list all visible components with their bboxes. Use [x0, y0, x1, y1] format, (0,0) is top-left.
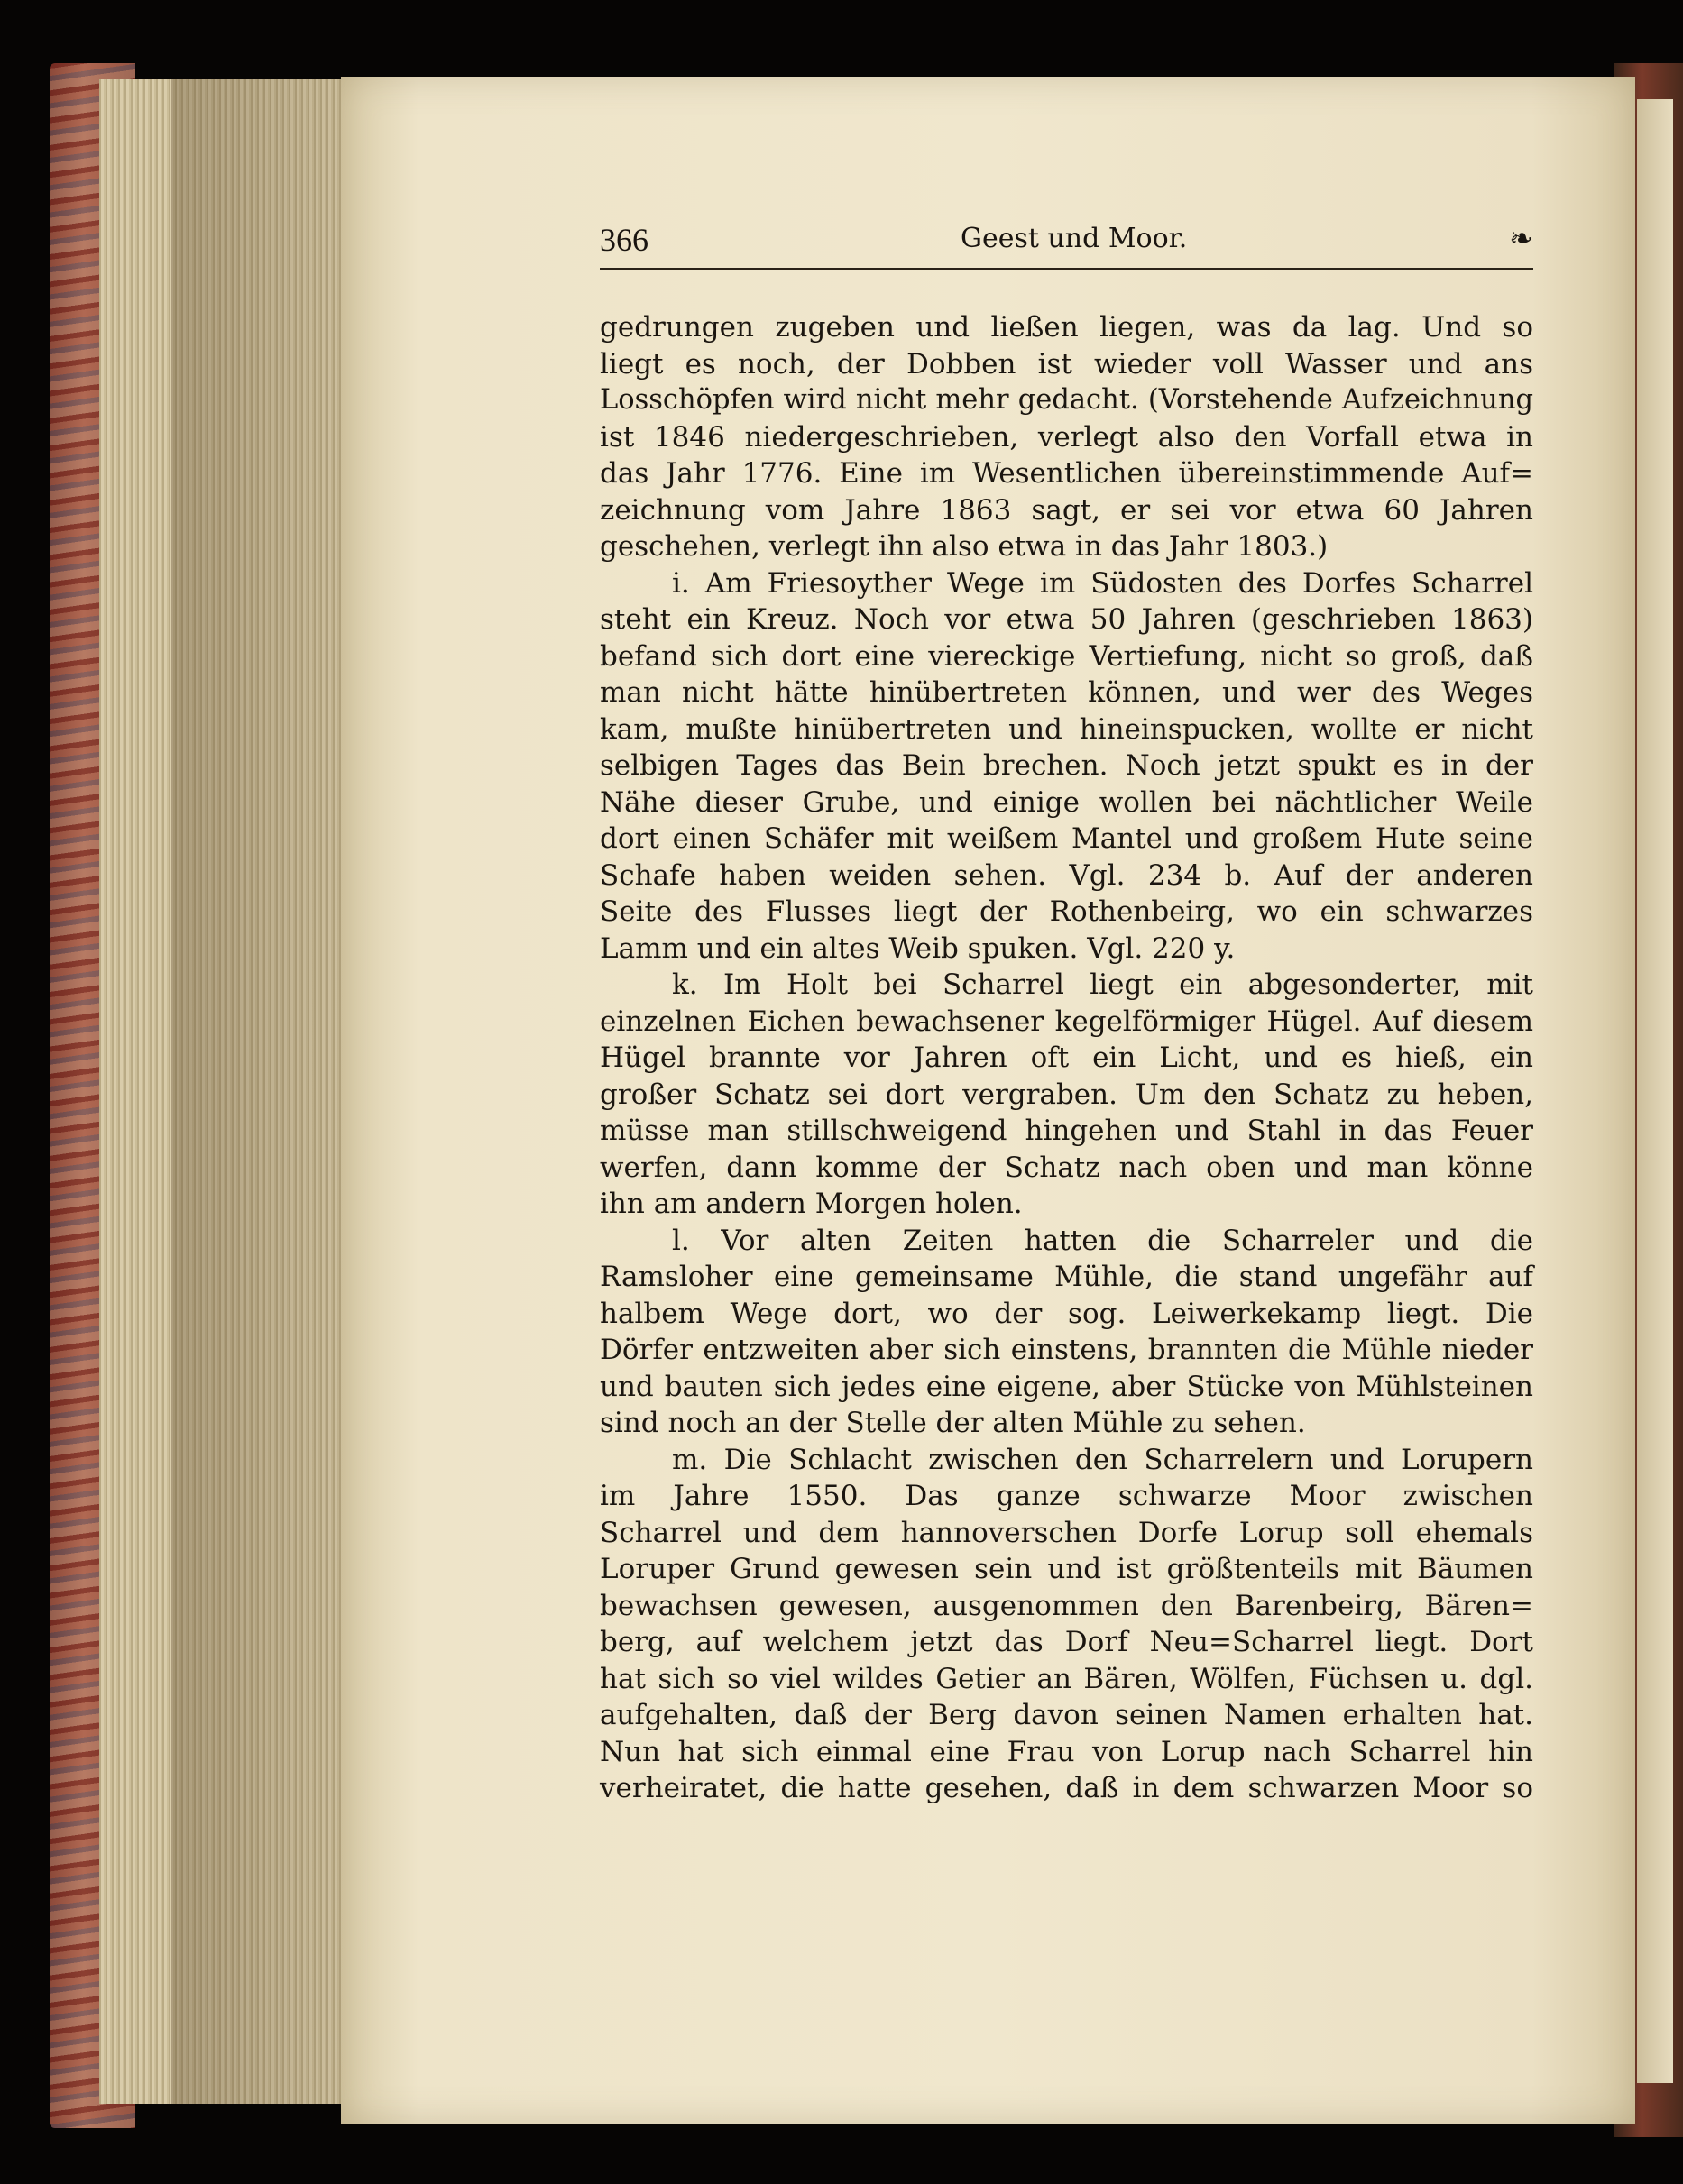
text-line: dort einen Schäfer mit weißem Mantel und großem Hute seine [600, 822, 1533, 855]
text-line: zeichnung vom Jahre 1863 sagt, er sei vor etwa 60 Jahren [600, 493, 1533, 527]
text-line: Loruper Grund gewesen sein und ist größtenteils mit Bäumen [600, 1553, 1533, 1585]
fleuron-icon: ❧ [1509, 221, 1533, 255]
text-line: Dörfer entzweiten aber sich einstens, brannten die Mühle nieder [600, 1334, 1533, 1366]
text-line: Lamm und ein altes Weib spuken. Vgl. 220 y. [600, 931, 1236, 965]
text-line: halbem Wege dort, wo der sog. Leiwerkekamp liegt. Die [600, 1297, 1533, 1330]
text-line: und bauten sich jedes eine eigene, aber Stücke von Mühlsteinen [600, 1370, 1533, 1403]
text-line: berg, auf welchem jetzt das Dorf Neu=Scharrel liegt. Dort [600, 1626, 1533, 1658]
text-line: im Jahre 1550. Das ganze schwarze Moor zwischen [600, 1480, 1533, 1512]
text-line: geschehen, verlegt ihn also etwa in das Jahr 1803.) [600, 530, 1329, 563]
text-line: Nähe dieser Grube, und einige wollen bei nächtlicher Weile [600, 785, 1533, 819]
paragraph-k-start: k. Im Holt bei Scharrel liegt ein abgesonderter, mit [672, 968, 1533, 1001]
text-line: bewachsen gewesen, ausgenommen den Barenbeirg, Bären= [600, 1589, 1533, 1622]
paragraph-i-start: i. Am Friesoyther Wege im Südosten des Dorfes Scharrel [672, 566, 1533, 600]
text-line: einzelnen Eichen bewachsener kegelförmiger Hügel. Auf diesem [600, 1005, 1533, 1038]
text-line: Seite des Flusses liegt der Rothenbeirg, wo ein schwarzes [600, 895, 1533, 928]
text-line: müsse man stillschweigend hingehen und Stahl in das Feuer [600, 1115, 1533, 1147]
body-text [600, 309, 1533, 1807]
text-line: liegt es noch, der Dobben ist wieder voll Wasser und ans [600, 347, 1533, 381]
text-line: hat sich so viel wildes Getier an Bären, Wölfen, Füchsen u. dgl. [600, 1662, 1533, 1695]
text-line: man nicht hätte hinübertreten können, und wer des Weges [600, 676, 1533, 709]
page-number: 366 [600, 222, 648, 258]
text-line: Schafe haben weiden sehen. Vgl. 234 b. Auf der anderen [600, 858, 1533, 892]
text-line: Hügel brannte vor Jahren oft ein Licht, und es hieß, ein [600, 1042, 1533, 1074]
text-line: befand sich dort eine viereckige Vertiefung, nicht so groß, daß [600, 639, 1533, 673]
text-line: großer Schatz sei dort vergraben. Um den Schatz zu heben, [600, 1078, 1533, 1111]
text-line: ihn am andern Morgen holen. [600, 1188, 1023, 1220]
text-line: sind noch an der Stelle der alten Mühle zu sehen. [600, 1407, 1306, 1439]
page-header [600, 221, 1533, 268]
text-line: selbigen Tages das Bein brechen. Noch jetzt spukt es in der [600, 749, 1533, 782]
text-line: gedrungen zugeben und ließen liegen, was da lag. Und so [600, 311, 1533, 344]
header-rule [600, 268, 1533, 270]
text-line: verheiratet, die hatte gesehen, daß in dem schwarzen Moor so [600, 1772, 1533, 1804]
paragraph-m-start: m. Die Schlacht zwischen den Scharrelern und Lorupern [672, 1443, 1533, 1476]
text-line: kam, mußte hinübertreten und hineinspucken, wollte er nicht [600, 712, 1533, 746]
facing-page-edge [1637, 99, 1673, 2083]
text-line: aufgehalten, daß der Berg davon seinen Namen erhalten hat. [600, 1699, 1533, 1731]
running-title: Geest und Moor. [961, 223, 1188, 254]
text-line: Losschöpfen wird nicht mehr gedacht. (Vorstehende Aufzeichnung [600, 384, 1533, 416]
text-line: das Jahr 1776. Eine im Wesentlichen übereinstimmende Auf= [600, 457, 1533, 490]
paragraph-l-start: l. Vor alten Zeiten hatten die Scharreler und die [672, 1224, 1533, 1257]
text-line: Nun hat sich einmal eine Frau von Lorup nach Scharrel hin [600, 1735, 1533, 1768]
text-line: Scharrel und dem hannoverschen Dorfe Lorup soll ehemals [600, 1516, 1533, 1549]
text-line: ist 1846 niedergeschrieben, verlegt also den Vorfall etwa in [600, 420, 1533, 454]
text-line: steht ein Kreuz. Noch vor etwa 50 Jahren (geschrieben 1863) [600, 603, 1533, 636]
text-line: Ramsloher eine gemeinsame Mühle, die stand ungefähr auf [600, 1261, 1533, 1293]
text-line: werfen, dann komme der Schatz nach oben und man könne [600, 1151, 1533, 1184]
page-block-shadow [171, 79, 370, 2104]
